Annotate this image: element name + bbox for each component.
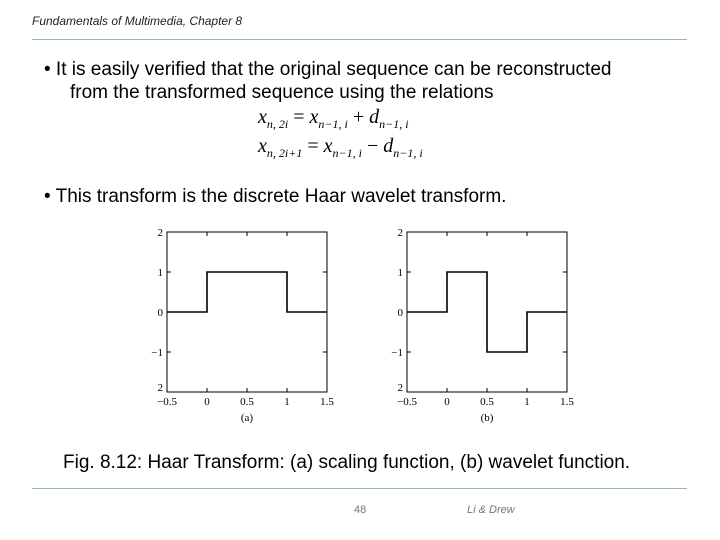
eq2-rhs1-var: x	[323, 135, 333, 157]
footer-authors: Li & Drew	[467, 504, 515, 516]
y-tick-label: 0	[157, 307, 163, 319]
x-tick-label: 1.5	[560, 396, 574, 408]
y-tick-label: −1	[391, 347, 403, 359]
x-tick-label: 1.5	[320, 396, 334, 408]
x-tick-label: −0.5	[397, 396, 417, 408]
eq2-op2: −	[361, 135, 384, 157]
equation-odd	[258, 135, 423, 161]
eq1-rhs1-sub: n−1, i	[318, 117, 348, 131]
chart-sublabel: (b)	[480, 412, 494, 424]
equation-even	[258, 106, 409, 132]
figure-caption: Fig. 8.12: Haar Transform: (a) scaling function, (b) wavelet function.	[63, 452, 631, 473]
eq2-rhs2-sub: n−1, i	[393, 146, 423, 160]
x-tick-label: 1	[524, 396, 530, 408]
eq2-rhs1-sub: n−1, i	[332, 146, 362, 160]
y-tick-label: −1	[151, 347, 163, 359]
y-tick-label: 2	[397, 227, 403, 239]
top-divider	[32, 39, 687, 40]
eq1-op1: =	[288, 106, 310, 128]
header-title: Fundamentals of Multimedia, Chapter 8	[32, 14, 243, 28]
eq1-rhs2-sub: n−1, i	[379, 117, 409, 131]
y-tick-label: 2	[157, 382, 163, 394]
eq1-lhs-sub: n, 2i	[266, 117, 289, 131]
x-tick-label: 0.5	[240, 396, 254, 408]
bullet-reconstruction	[44, 58, 694, 104]
bullet-haar: • This transform is the discrete Haar wavelet transform.	[44, 186, 507, 207]
x-tick-label: 0.5	[480, 396, 494, 408]
chart-b-svg	[380, 222, 580, 434]
chart-sublabel: (a)	[240, 412, 254, 424]
bullet-line-2: from the transformed sequence using the relations	[70, 82, 494, 103]
chart-a-svg	[140, 222, 340, 434]
chart-scaling-function	[140, 222, 340, 439]
x-tick-label: −0.5	[157, 396, 177, 408]
x-tick-label: 0	[444, 396, 450, 408]
eq1-op2: +	[347, 106, 370, 128]
eq2-op1: =	[302, 135, 324, 157]
eq2-lhs-var: x	[258, 135, 267, 157]
y-tick-label: 2	[397, 382, 403, 394]
y-tick-label: 2	[157, 227, 163, 239]
y-tick-label: 1	[157, 267, 163, 279]
y-tick-label: 1	[397, 267, 403, 279]
bottom-divider	[32, 488, 687, 489]
chart-wavelet-function	[380, 222, 580, 439]
y-tick-label: 0	[397, 307, 403, 319]
eq1-rhs1-var: x	[309, 106, 319, 128]
page-number: 48	[354, 504, 367, 516]
eq1-rhs2-var: d	[369, 106, 380, 128]
series-line	[407, 272, 567, 352]
eq2-rhs2-var: d	[383, 135, 394, 157]
bullet-line-1: • It is easily verified that the original sequence can be reconstructed	[44, 59, 612, 80]
eq2-lhs-sub: n, 2i+1	[266, 146, 303, 160]
x-tick-label: 0	[204, 396, 210, 408]
eq1-lhs-var: x	[258, 106, 267, 128]
series-line	[167, 272, 327, 312]
x-tick-label: 1	[284, 396, 290, 408]
